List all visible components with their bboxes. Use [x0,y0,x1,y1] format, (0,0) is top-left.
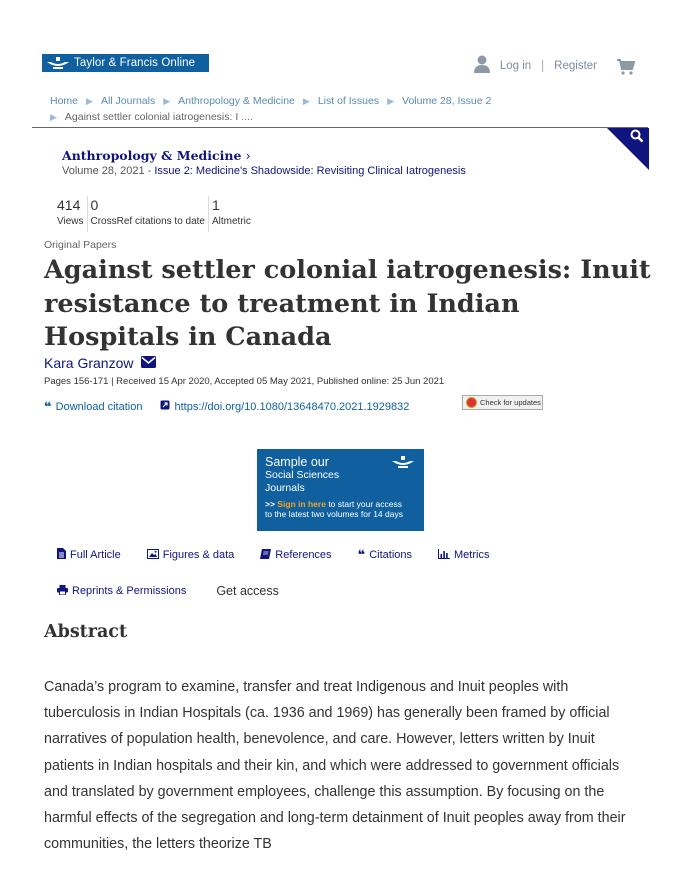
article-type: Original Papers [44,239,117,251]
site-logo[interactable] [42,54,209,72]
promo-cta-prefix: >> [265,499,278,509]
crossmark-label: Check for updates [480,398,541,407]
breadcrumb-issue[interactable]: Volume 28, Issue 2 [402,95,492,107]
author-name[interactable]: Kara Granzow [44,355,134,371]
volume-label: Volume 28, 2021 - [62,165,155,177]
envelope-icon[interactable] [141,355,156,371]
chevron-right-icon: ▶ [163,96,171,106]
separator: | [541,59,545,72]
tab-citations[interactable] [358,548,412,562]
chevron-right-icon: ▶ [302,96,310,106]
promo-line1: Sample our [265,455,329,469]
search-icon[interactable] [630,129,644,148]
document-icon [57,548,66,562]
volume-issue [62,165,466,177]
tab-label: Full Article [70,549,121,561]
download-citation-link[interactable] [44,398,143,414]
login-link[interactable]: Log in [499,59,532,72]
metric-altmetric[interactable] [209,196,254,232]
citation-links [44,400,409,413]
crossmark-icon [466,397,477,408]
article-tabs-row2 [57,584,279,598]
author-row [44,355,156,371]
tab-full-article[interactable] [57,548,121,562]
tab-figures[interactable] [147,548,235,562]
tab-label: Reprints & Permissions [72,585,187,597]
journal-title-link[interactable] [62,148,251,163]
user-icon [474,55,490,76]
doi-text: https://doi.org/10.1080/13648470.2021.1929832 [174,400,410,413]
metric-value: 414 [57,197,81,213]
tab-label: References [275,549,332,561]
chevron-right-icon: ▶ [50,112,57,122]
bar-chart-icon [438,549,450,562]
journal-name: Anthropology & Medicine [62,148,242,163]
lamp-icon [42,54,74,72]
breadcrumb-all-journals[interactable]: All Journals [100,95,156,107]
chevron-right-icon: ▶ [86,96,93,106]
issue-link[interactable]: Issue 2: Medicine's Shadowside: Revisiting Clinical Iatrogenesis [154,165,466,177]
promo-cta [265,499,416,519]
promo-banner[interactable] [257,449,424,531]
printer-icon [57,585,68,598]
tab-metrics[interactable] [438,548,489,562]
book-icon [260,549,271,562]
metric-crossref [88,196,210,232]
chevron-right-icon: › [245,148,251,163]
breadcrumb-home[interactable]: Home [50,95,79,107]
promo-line3: Journals [265,482,305,494]
get-access-button[interactable]: Get access [216,584,279,598]
user-links [474,53,635,78]
promo-line2: Social Sciences [265,469,340,481]
lamp-icon [390,455,416,474]
tab-references[interactable] [260,548,331,562]
article-title: Against settler colonial iatrogenesis: Inuit resistance to treatment in Indian Hospitals in Canada [44,255,651,352]
promo-sign-in-link[interactable]: Sign in here [277,499,326,509]
promo-cta-line2: to the latest two volumes for 14 days [265,509,403,519]
chevron-right-icon: ▶ [387,96,395,106]
download-citation-label: Download citation [55,400,143,413]
logo-text: Taylor & Francis Online [74,57,196,69]
tab-label: Metrics [454,549,490,561]
breadcrumb [50,95,491,107]
breadcrumb-list-of-issues[interactable]: List of Issues [317,95,380,107]
article-metrics [54,196,254,232]
breadcrumb-journal[interactable]: Anthropology & Medicine [178,95,295,107]
publication-info: Pages 156-171 | Received 15 Apr 2020, Accepted 05 May 2021, Published online: 25 Jun 2021 [44,376,445,387]
register-link[interactable]: Register [554,59,597,72]
metric-value: 0 [90,197,99,213]
tab-label: Figures & data [162,549,235,561]
metric-value: 1 [212,197,220,213]
external-link-icon [160,400,170,413]
metric-label: Views [57,216,84,227]
article-tabs [57,548,515,562]
tab-label: Citations [369,549,412,561]
cart-icon[interactable] [617,59,635,78]
promo-cta-rest: to start your access [325,499,403,509]
quote-icon: ❝ [44,398,52,414]
tab-reprints[interactable] [57,585,186,598]
abstract-text: Canada’s program to examine, transfer and treat Indigenous and Inuit peoples with tuberculosis in Indian Hospitals (ca. 1936 and 1969) has generally been framed by official narratives of population health, benevolence, and care. However, letters written by Inuit patients in Indian hospitals and their kin, and which were addressed to government officials and translated by government employees, challenge this assumption. By focusing on the harmful effects of the segregation and long-term detainment of Inuit peoples away from their communities, the letters theorize TB [44,679,626,853]
breadcrumb-current: Against settler colonial iatrogenesis: I .... [64,111,253,123]
abstract-heading: Abstract [44,622,128,642]
doi-link[interactable] [160,400,409,413]
metric-views [54,196,88,232]
header-divider [32,127,648,128]
quote-icon: ❝ [357,547,366,562]
metric-label: Altmetric [212,216,251,227]
breadcrumb-current-row [50,111,253,123]
metric-label: CrossRef citations to date [90,216,205,227]
check-for-updates-button[interactable] [462,395,543,410]
image-icon [147,549,159,562]
